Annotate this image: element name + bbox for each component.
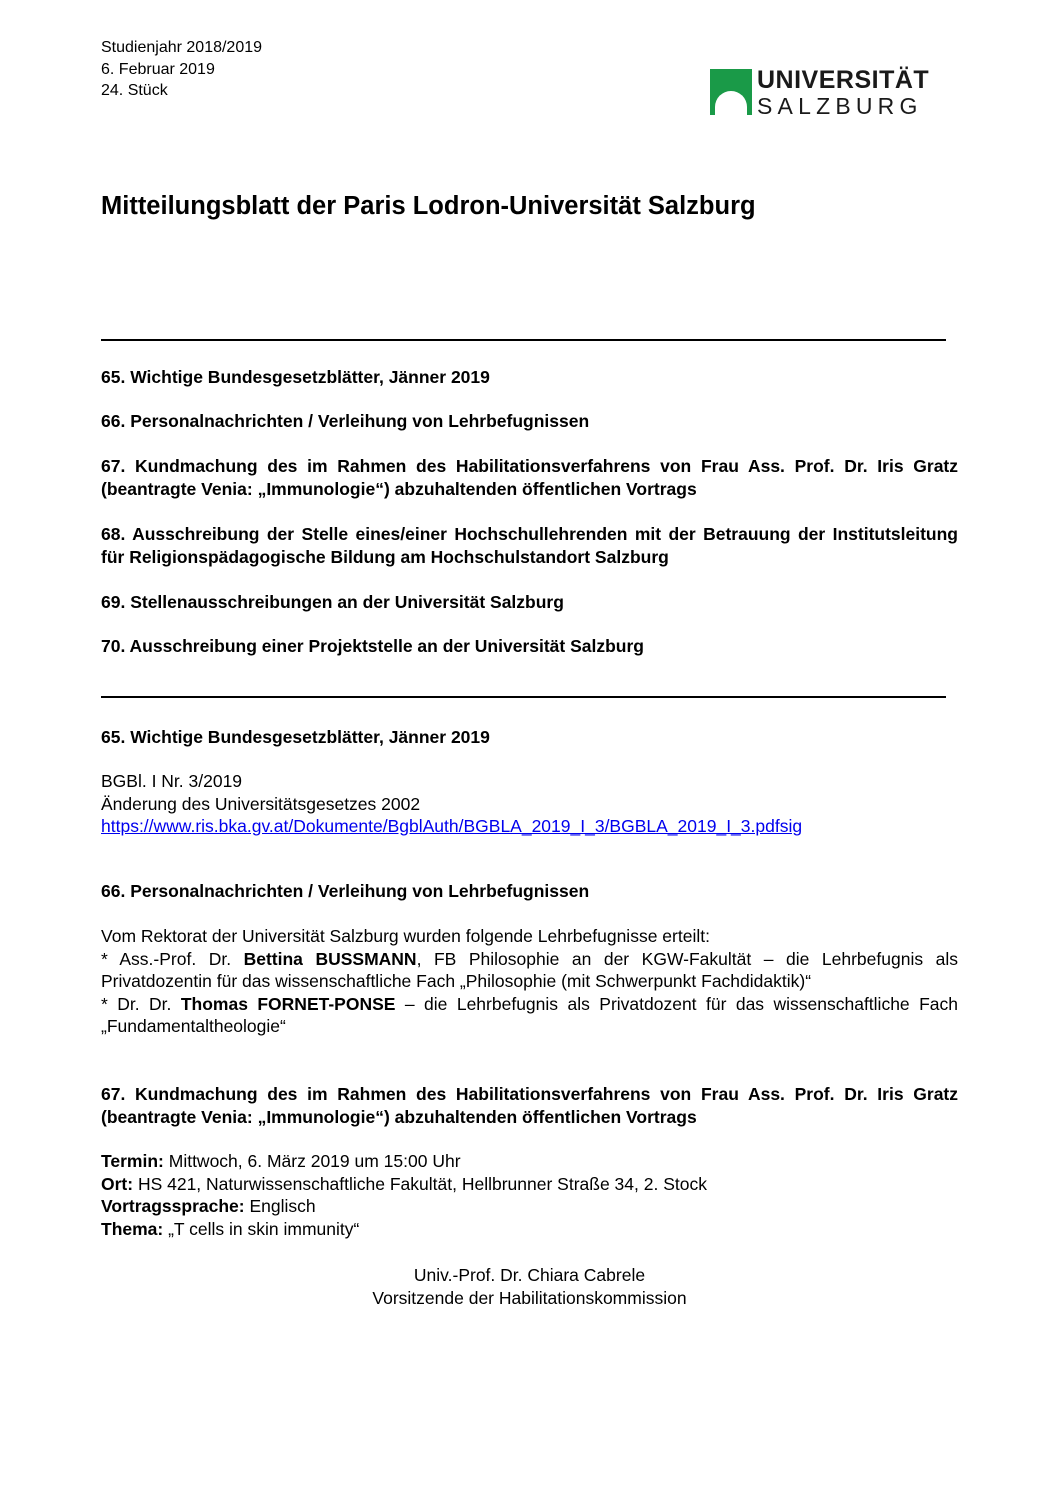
toc-item-67: 67. Kundmachung des im Rahmen des Habilitationsverfahrens von Frau Ass. Prof. Dr. Iris Gratz (beantragte Venia: „Immunologie“) abzuhaltenden öffentlichen Vortrags xyxy=(101,456,958,499)
toc-item-69: 69. Stellenausschreibungen an der Universität Salzburg xyxy=(101,592,564,612)
logo-text-salzburg: SALZBURG xyxy=(757,93,923,119)
toc-item-66: 66. Personalnachrichten / Verleihung von Lehrbefugnissen xyxy=(101,411,590,431)
logo-text-universitaet: UNIVERSITÄT xyxy=(757,66,930,94)
intro-text: Vom Rektorat der Universität Salzburg wurden folgende Lehrbefugnisse erteilt: xyxy=(101,926,710,946)
page-title: Mitteilungsblatt der Paris Lodron-Universität Salzburg xyxy=(101,192,756,220)
issue-date: 6. Februar 2019 xyxy=(101,60,215,78)
signature-role: Vorsitzende der Habilitationskommission xyxy=(372,1287,687,1308)
sprache-row: Vortragssprache: Englisch xyxy=(101,1196,316,1216)
list-item: * Ass.-Prof. Dr. Bettina BUSSMANN, FB Philosophie an der KGW-Fakultät – die Lehrbefugnis als Privatdozentin für das wissenschaftliche Fach „Philosophie (mit Schwerpunkt Fachdidaktik)“ xyxy=(101,948,958,991)
bgbl-title: Änderung des Universitätsgesetzes 2002 xyxy=(101,793,421,814)
section-66-body xyxy=(101,925,958,1038)
section-67-body xyxy=(101,1150,958,1240)
document-header xyxy=(101,37,262,102)
section-66-heading: 66. Personalnachrichten / Verleihung von Lehrbefugnissen xyxy=(101,881,590,901)
section-65-heading: 65. Wichtige Bundesgesetzblätter, Jänner 2019 xyxy=(101,727,490,747)
termin-row: Termin: Mittwoch, 6. März 2019 um 15:00 Uhr xyxy=(101,1151,461,1171)
university-logo xyxy=(710,66,930,119)
divider xyxy=(101,339,946,341)
section-65-body xyxy=(101,770,958,838)
person-name: Bettina BUSSMANN xyxy=(243,948,417,969)
divider xyxy=(101,696,946,698)
toc-item-70: 70. Ausschreibung einer Projektstelle an der Universität Salzburg xyxy=(101,636,644,656)
toc-item-65: 65. Wichtige Bundesgesetzblätter, Jänner 2019 xyxy=(101,367,490,387)
ort-row: Ort: HS 421, Naturwissenschaftliche Fakultät, Hellbrunner Straße 34, 2. Stock xyxy=(101,1173,707,1194)
logo-arch-icon xyxy=(710,69,752,115)
bgbl-link[interactable]: https://www.ris.bka.gv.at/Dokumente/BgblAuth/BGBLA_2019_I_3/BGBLA_2019_I_3.pdfsig xyxy=(101,816,803,836)
signature-block xyxy=(101,1264,958,1309)
section-67-heading: 67. Kundmachung des im Rahmen des Habilitationsverfahrens von Frau Ass. Prof. Dr. Iris Gratz (beantragte Venia: „Immunologie“) abzuhaltenden öffentlichen Vortrags xyxy=(101,1084,958,1127)
list-item: * Dr. Dr. Thomas FORNET-PONSE – die Lehrbefugnis als Privatdozent für das wissenschaftliche Fach „Fundamentaltheologie“ xyxy=(101,993,958,1036)
thema-row: Thema: „T cells in skin immunity“ xyxy=(101,1218,360,1239)
person-name: Thomas FORNET-PONSE xyxy=(180,993,396,1014)
academic-year: Studienjahr 2018/2019 xyxy=(101,39,263,56)
signature-name: Univ.-Prof. Dr. Chiara Cabrele xyxy=(413,1265,646,1285)
toc-item-68: 68. Ausschreibung der Stelle eines/einer Hochschullehrenden mit der Betrauung der Institutsleitung für Religionspädagogische Bildung am Hochschulstandort Salzburg xyxy=(101,524,958,567)
issue-number: 24. Stück xyxy=(101,82,168,99)
bgbl-number: BGBl. I Nr. 3/2019 xyxy=(101,771,243,791)
